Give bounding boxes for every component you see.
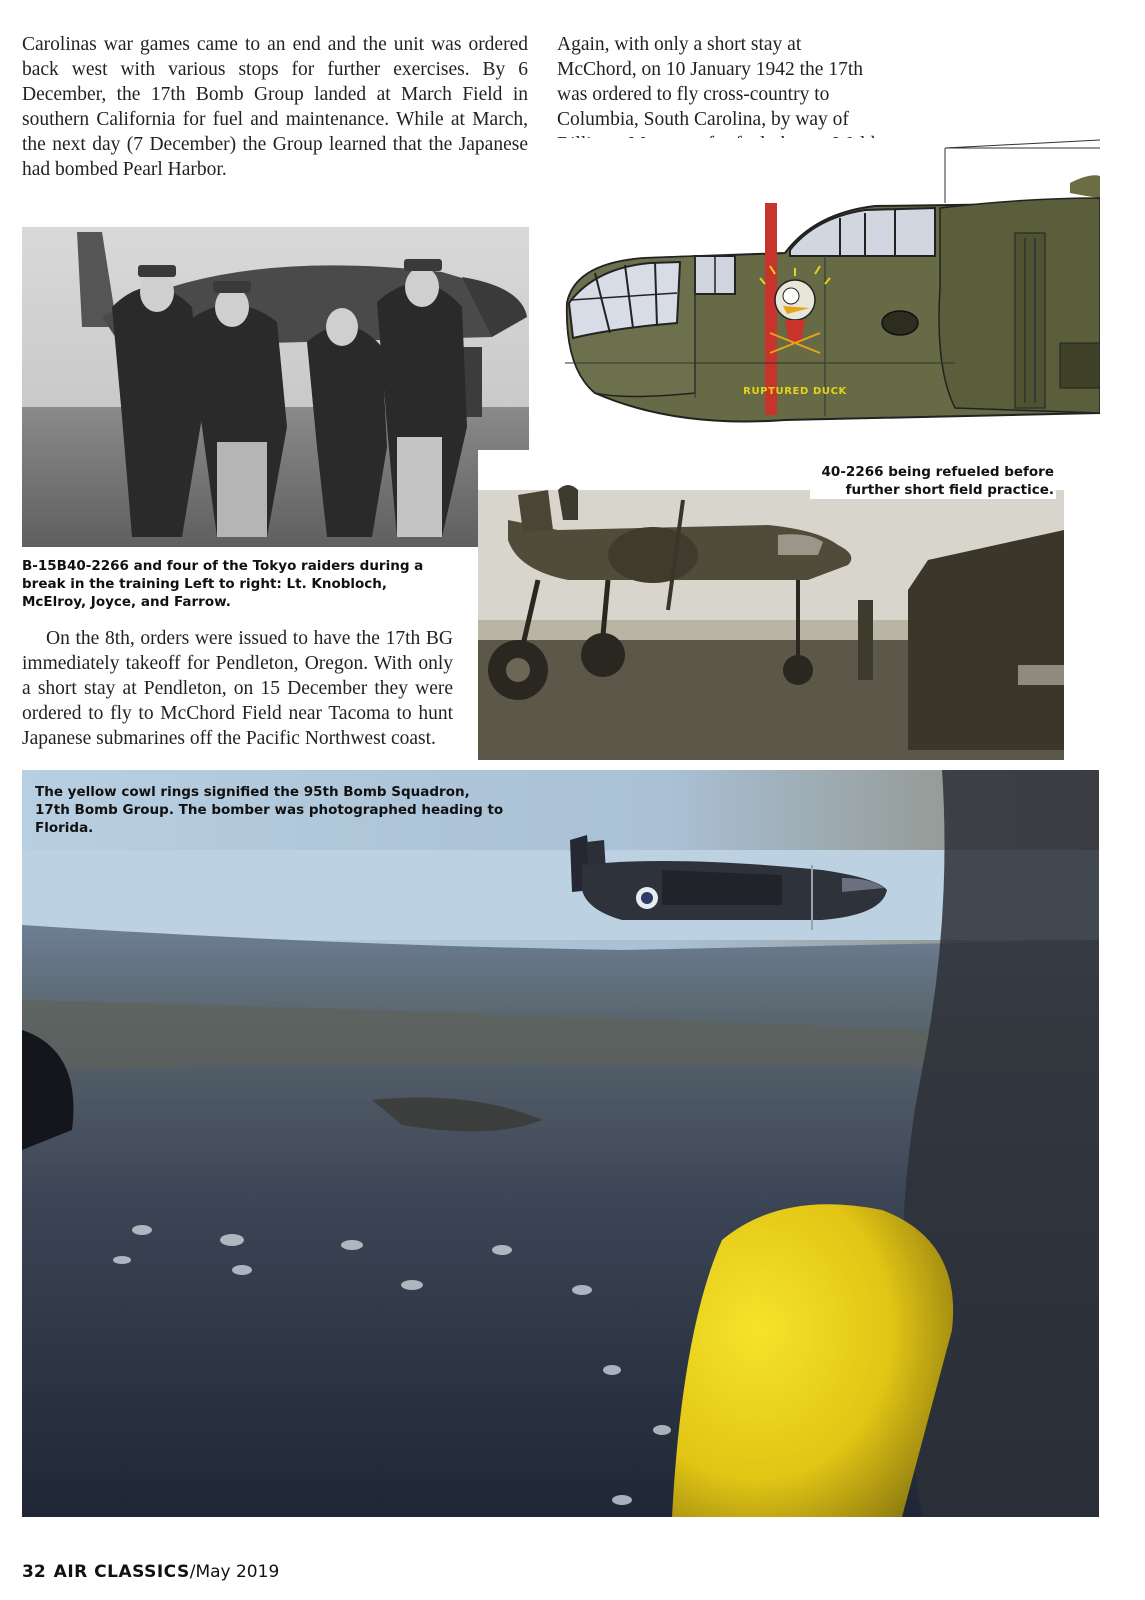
crew-photo-caption: B-15B40-2266 and four of the Tokyo raiders during a break in the training Left to right: Lt. Knobloch, McElroy, Joyce, and Farrow. [22, 558, 424, 610]
page-number: 32 [22, 1562, 46, 1582]
color-flight-photo [22, 770, 1099, 1517]
page-footer [22, 1562, 279, 1582]
crew-photo [22, 227, 529, 547]
refuel-photo-caption: 40-2266 being refueled before further short field practice. [810, 463, 1056, 499]
color-photo-caption: The yellow cowl rings signified the 95th Bomb Squadron, 17th Bomb Group. The bomber was photographed heading to Florida. [35, 784, 504, 836]
color-flight-photo-svg [22, 770, 1099, 1517]
nose-art-label: RUPTURED DUCK [743, 386, 847, 397]
issue-date: /May 2019 [189, 1562, 280, 1582]
magazine-title: AIR CLASSICS [53, 1562, 190, 1582]
nose-art-svg [555, 138, 1100, 438]
crew-photo-svg [22, 227, 529, 547]
article-paragraph-1: Carolinas war games came to an end and the unit was ordered back west with various stops for further exercises. By 6 December, the 17th Bomb Group landed at March Field in southern California for fuel and maintenance. While at March, the next day (7 December) the Group learned that the Japanese had bombed Pearl Harbor. [22, 34, 528, 180]
article-paragraph-2-text: Again, with only a short stay at McChord, on 10 January 1942 the 17th was ordered to fly cross-country to Columbia, South Carolina, by way of [557, 34, 864, 130]
ruptured-duck-nose-illustration [555, 138, 1100, 438]
article-paragraph-3: On the 8th, orders were issued to have the 17th BG immediately takeoff for Pendleton, Oregon. With only a short stay at Pendleton, on 15 December they were ordered to fly to McChord Field near Tacoma to hunt Japanese submarines off the Pacific Northwest coast. [22, 628, 453, 749]
